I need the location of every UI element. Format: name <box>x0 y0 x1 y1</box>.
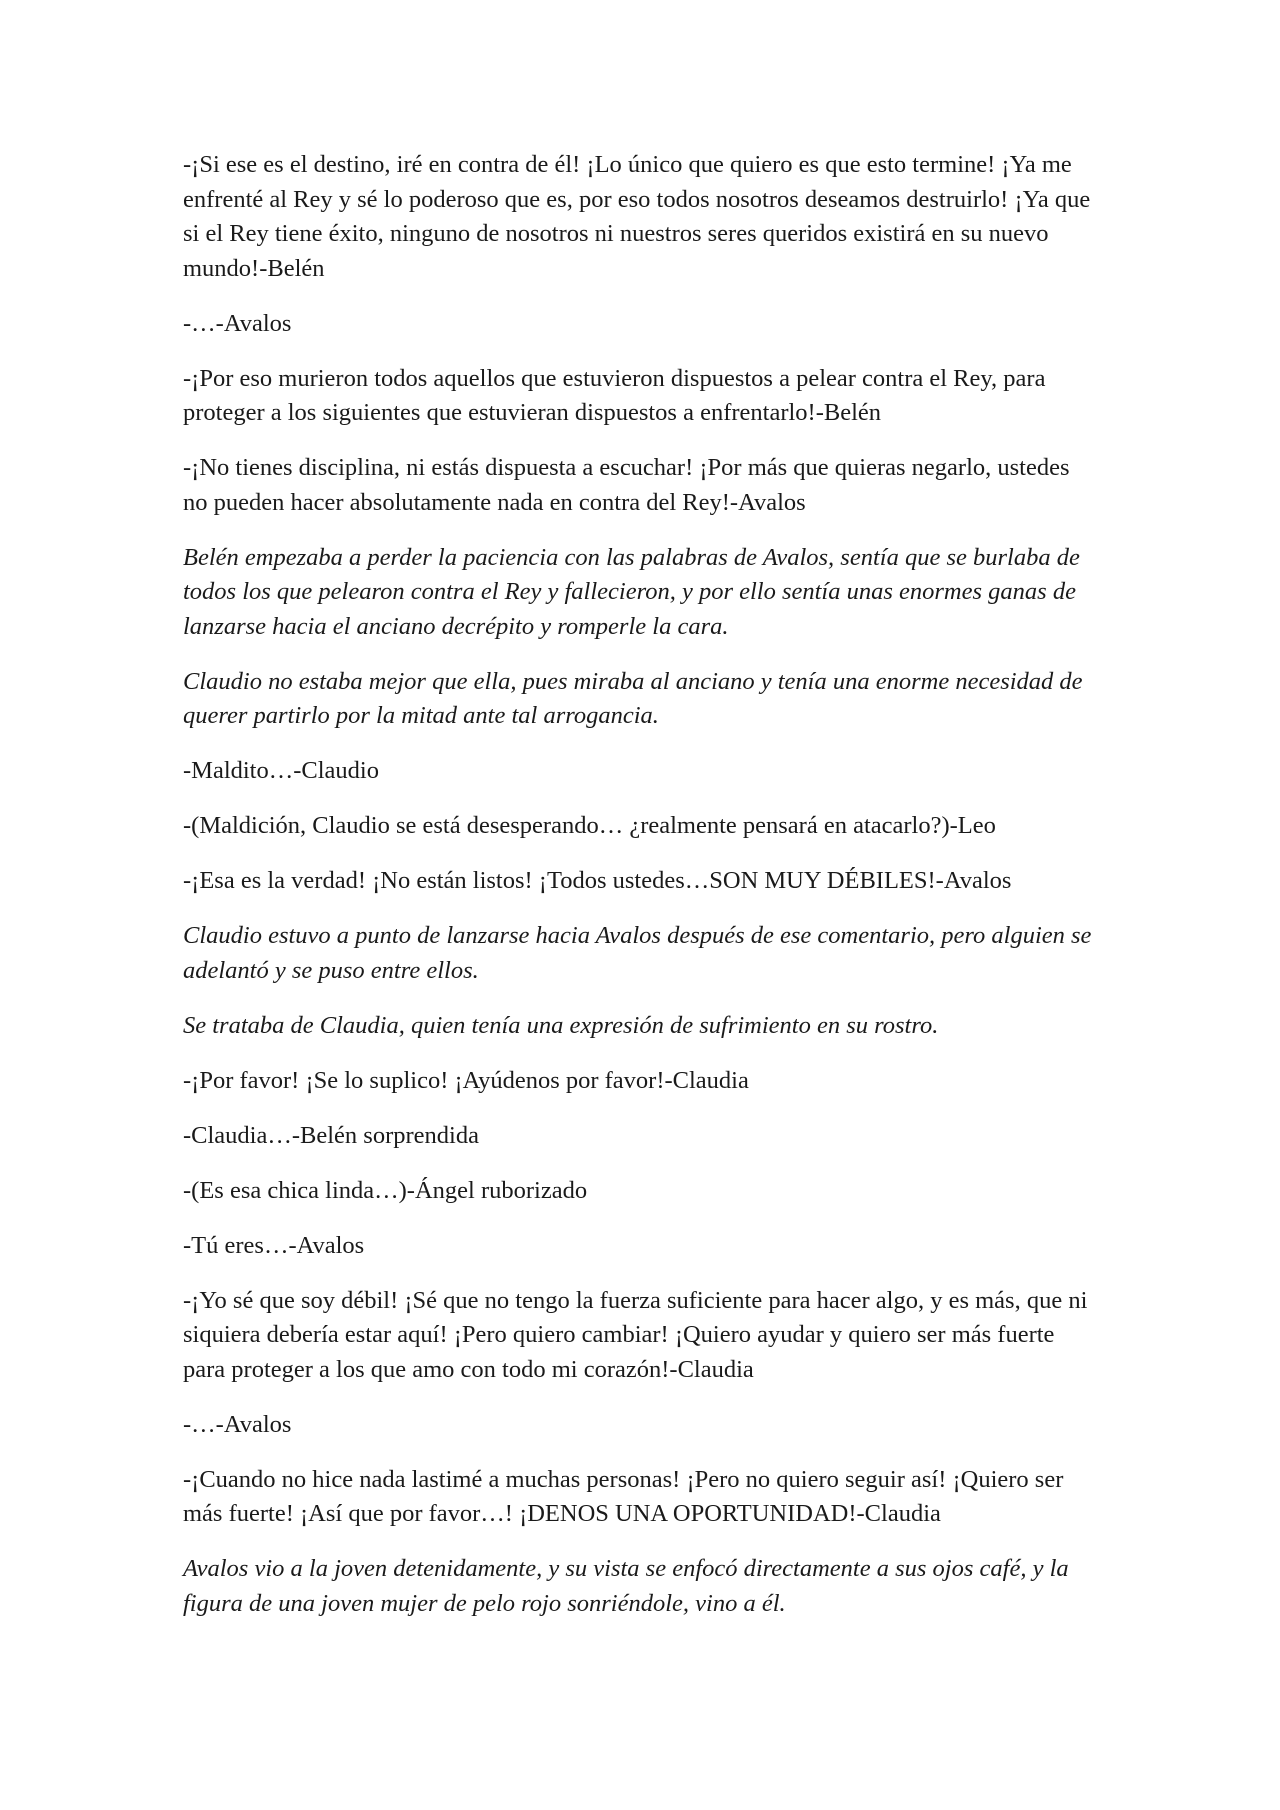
paragraph-narration: Claudio no estaba mejor que ella, pues miraba al anciano y tenía una enorme necesidad de querer partirlo por la mitad ante tal arrogancia. <box>183 667 1083 729</box>
document-body <box>183 148 1098 1642</box>
paragraph-narration: Belén empezaba a perder la paciencia con las palabras de Avalos, sentía que se burlaba de todos los que pelearon contra el Rey y fallecieron, y por ello sentía unas enormes ganas de lanzarse hacia el anciano decrépito y romperle la cara. <box>183 543 1080 640</box>
paragraph-dialogue: -¡Por favor! ¡Se lo suplico! ¡Ayúdenos por favor!-Claudia <box>183 1066 749 1094</box>
paragraph-dialogue: -¡Esa es la verdad! ¡No están listos! ¡Todos ustedes…SON MUY DÉBILES!-Avalos <box>183 867 1012 894</box>
paragraph-narration: Claudio estuvo a punto de lanzarse hacia Avalos después de ese comentario, pero alguien se adelantó y se puso entre ellos. <box>183 922 1092 984</box>
paragraph-narration: Avalos vio a la joven detenidamente, y su vista se enfocó directamente a sus ojos café, y la figura de una joven mujer de pelo rojo sonriéndole, vino a él. <box>183 1555 1069 1617</box>
paragraph-narration: Se trataba de Claudia, quien tenía una expresión de sufrimiento en su rostro. <box>183 1011 939 1039</box>
paragraph-dialogue: -…-Avalos <box>183 309 292 337</box>
paragraph-dialogue: -Tú eres…-Avalos <box>183 1231 365 1259</box>
paragraph-dialogue: -…-Avalos <box>183 1410 292 1438</box>
paragraph-dialogue: -¡Por eso murieron todos aquellos que estuvieron dispuestos a pelear contra el Rey, para proteger a los siguientes que estuvieran dispuestos a enfrentarlo!-Belén <box>183 364 1046 426</box>
paragraph-dialogue: -(Maldición, Claudio se está desesperando… ¿realmente pensará en atacarlo?)-Leo <box>183 812 996 839</box>
paragraph-dialogue: -¡Cuando no hice nada lastimé a muchas personas! ¡Pero no quiero seguir así! ¡Quiero ser más fuerte! ¡Así que por favor…! ¡DENOS UNA OPORTUNIDAD!-Claudia <box>183 1465 1064 1527</box>
paragraph-dialogue: -Claudia…-Belén sorprendida <box>183 1121 479 1149</box>
paragraph-dialogue: -¡Si ese es el destino, iré en contra de él! ¡Lo único que quiero es que esto termine! ¡Ya me enfrenté al Rey y sé lo poderoso que es, por eso todos nosotros deseamos destruirlo! ¡Ya que si el Rey tiene éxito, ninguno de nosotros ni nuestros seres queridos existirá en su nuevo mundo!-Belén <box>183 151 1091 282</box>
paragraph-dialogue: -Maldito…-Claudio <box>183 757 379 784</box>
paragraph-dialogue: -¡Yo sé que soy débil! ¡Sé que no tengo la fuerza suficiente para hacer algo, y es más, que ni siquiera debería estar aquí! ¡Pero quiero cambiar! ¡Quiero ayudar y quiero ser más fuerte para proteger a los que amo con todo mi corazón!-Claudia <box>183 1286 1088 1383</box>
paragraph-dialogue: -¡No tienes disciplina, ni estás dispuesta a escuchar! ¡Por más que quieras negarlo, ustedes no pueden hacer absolutamente nada en contra del Rey!-Avalos <box>183 454 1070 516</box>
paragraph-dialogue: -(Es esa chica linda…)-Ángel ruborizado <box>183 1176 588 1204</box>
